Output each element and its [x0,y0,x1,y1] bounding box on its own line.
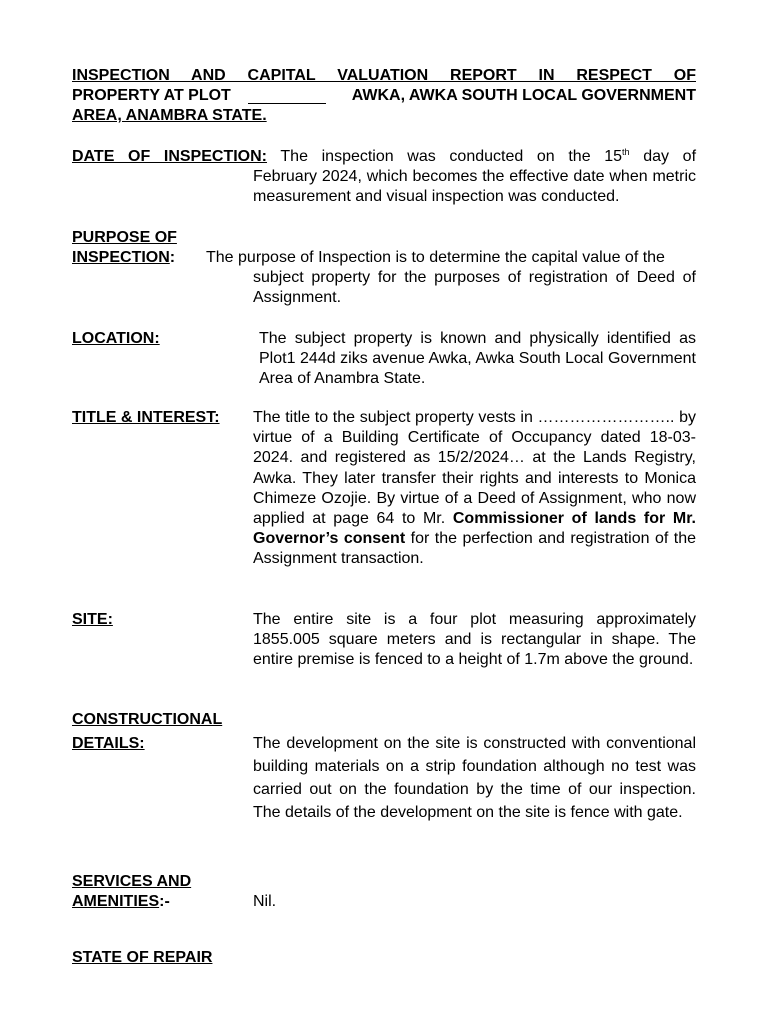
title-interest-text [253,408,696,570]
constructional-section [72,710,696,824]
services-label-1: SERVICES AND [72,873,192,890]
purpose-text-a: The purpose of Inspection is to determine the capital value of the [206,249,665,267]
date-text-b: day of [643,148,697,165]
date-text-c: February 2024, which becomes the effective date when metric measurement and visual inspection was conducted. [253,168,696,206]
date-text-a: The inspection was conducted on the 15 [280,148,623,165]
constructional-text: The development on the site is constructed with conventional building materials on a strip foundation although no test was carried out on the foundation by the time of our inspection. The details of the development on the site is fence with gate. [253,735,696,822]
date-line-1 [72,147,696,167]
purpose-colon: : [169,249,176,267]
purpose-label-2: INSPECTION [72,249,170,267]
date-section [72,147,696,208]
site-section [72,610,696,671]
site-label: SITE: [72,611,113,628]
services-label-2-wrap [72,892,170,912]
title-interest-text-b: for the perfection and registration of the Assignment transaction. [253,530,697,568]
title-interest-text-a: The title to the subject property vests in …………………….. by virtue of a Building Certificate of Occupancy dated 18-03-2024. and registered as 15/2/2024… at the Lands Registry, Awka. They later transfer their rights and interests to Monica Chimeze Ozojie. By virtue of a Deed of Assignment, who now applied at page 64 to Mr. [253,409,696,528]
services-suffix: :- [159,893,170,911]
title-line-2-left: PROPERTY AT PLOT [72,87,231,105]
location-label: LOCATION: [72,330,160,347]
site-text: The entire site is a four plot measuring approximately 1855.005 square meters and is rectangular in shape. The entire premise is fenced to a height of 1.7m above the ground. [253,611,696,669]
title-line-1: INSPECTION AND CAPITAL VALUATION REPORT IN RESPECT OF [72,67,696,84]
purpose-label-2-wrap [72,248,175,268]
location-section [72,329,696,390]
purpose-line-2 [72,248,696,268]
title-interest-bold: Commissioner of lands for Mr. Governor’s consent [253,510,696,548]
purpose-section [72,228,696,309]
purpose-text-b: subject property for the purposes of registration of Deed of Assignment. [253,269,696,307]
purpose-label-1: PURPOSE OF [72,229,177,246]
date-label: DATE OF INSPECTION: [72,148,268,165]
services-section [72,872,696,912]
title-line-2-blank [248,86,326,104]
title-line-2-right: AWKA, AWKA SOUTH LOCAL GOVERNMENT [351,87,696,105]
services-label-2: AMENITIES [72,893,160,911]
constructional-label-1: CONSTRUCTIONAL [72,711,223,728]
title-line-2 [72,86,696,106]
repair-label: STATE OF REPAIR [72,949,213,966]
report-title [72,66,696,126]
date-superscript: th [622,147,630,157]
location-text: The subject property is known and physically identified as Plot1 244d ziks avenue Awka, Awka South Local Government Area of Anambra State. [259,330,696,388]
title-interest-label: TITLE & INTEREST: [72,409,220,426]
title-line-3: AREA, ANAMBRA STATE. [72,107,267,125]
services-line-2 [72,892,696,912]
repair-section [72,948,216,968]
services-text: Nil. [253,893,277,911]
constructional-line [72,732,696,824]
title-interest-section [72,408,696,570]
constructional-label-2: DETAILS: [72,735,145,753]
